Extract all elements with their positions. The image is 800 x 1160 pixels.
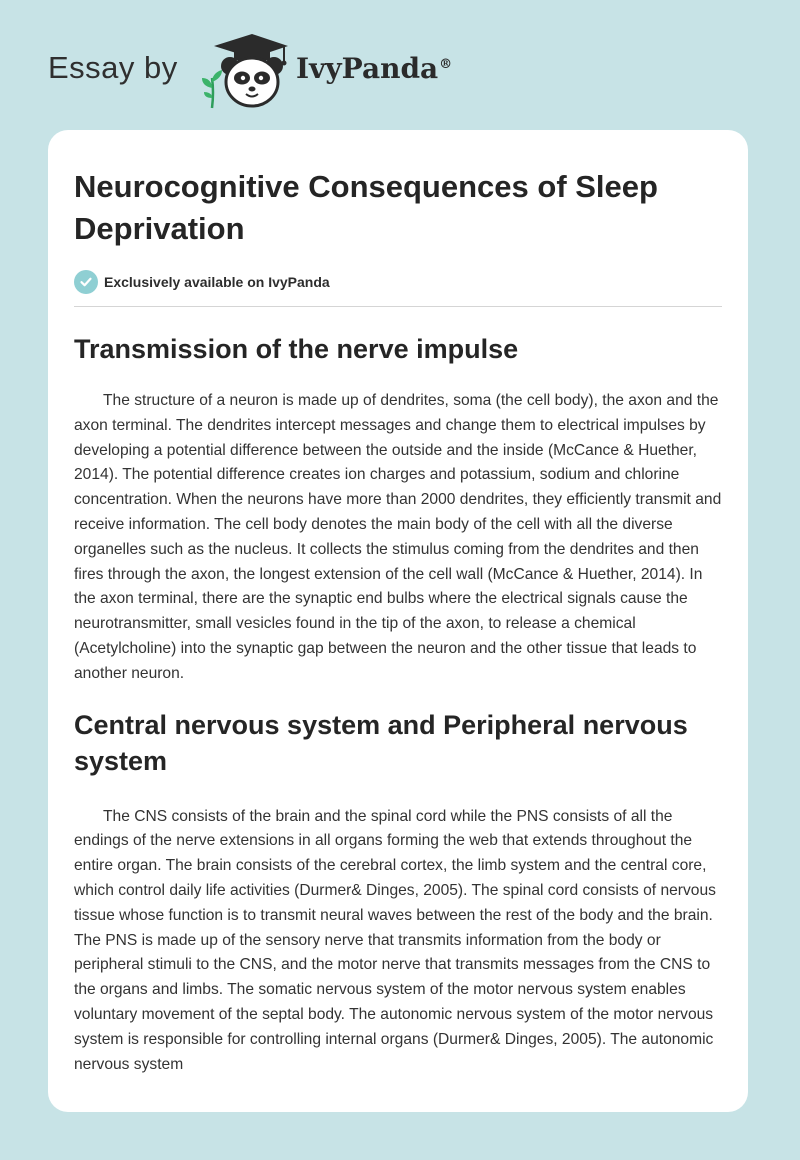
title-divider: [74, 306, 722, 307]
badge-text: Exclusively available on IvyPanda: [104, 274, 330, 290]
site-branding[interactable]: [48, 28, 508, 110]
brand-prefix: Essay by: [48, 50, 178, 85]
check-circle-icon: [74, 270, 98, 294]
brand-name: IvyPanda®: [296, 52, 453, 85]
essay-title: Neurocognitive Consequences of Sleep Deprivation: [74, 169, 658, 246]
section-heading: Transmission of the nerve impulse: [74, 334, 519, 364]
panda-graduate-logo-icon: [200, 28, 292, 110]
section-paragraph: The structure of a neuron is made up of dendrites, soma (the cell body), the axon and the axon terminal. The dendrites intercept messages and change them to electrical impulses by developing a potential difference between the outside and the inside (McCance & Huether, 2014). The potential difference creates ion charges and potassium, sodium and chlorine concentration. When the neurons have more than 2000 dendrites, they efficiently transmit and receive information. The cell body denotes the main body of the cell with all the diverse organelles such as the nucleus. It collects the stimulus coming from the dendrites and then fires through the axon, the longest extension of the cell wall (McCance & Huether, 2014). In the axon terminal, there are the synaptic end bulbs where the electrical signals cause the neurotransmitter, small vesicles found in the tip of the axon, to release a chemical (Acetylcholine) into the synaptic gap between the neuron and the other tissue that leads to another neuron.: [74, 392, 722, 682]
exclusive-badge: [74, 268, 722, 296]
section-heading: Central nervous system and Peripheral nervous system: [74, 709, 688, 776]
essay-card: [48, 130, 748, 1112]
registered-mark: ®: [439, 56, 453, 72]
section-paragraph: The CNS consists of the brain and the spinal cord while the PNS consists of all the endings of the nerve extensions in all organs forming the web that extends throughout the entire organ. The brain consists of the cerebral cortex, the limb system and the central core, which control daily life activities (Durmer& Dinges, 2005). The spinal cord consists of nervous tissue whose function is to transmit neural waves between the rest of the body and the brain. The PNS is made up of the sensory nerve that transmits information from the body or peripheral stimuli to the CNS, and the motor nerve that transmits messages from the CNS to the organs and limbs. The somatic nervous system of the motor nervous system enables voluntary movement of the septal body. The autonomic nervous system of the motor nervous system is responsible for controlling internal organs (Durmer& Dinges, 2005). The autonomic nervous system: [74, 807, 716, 1073]
